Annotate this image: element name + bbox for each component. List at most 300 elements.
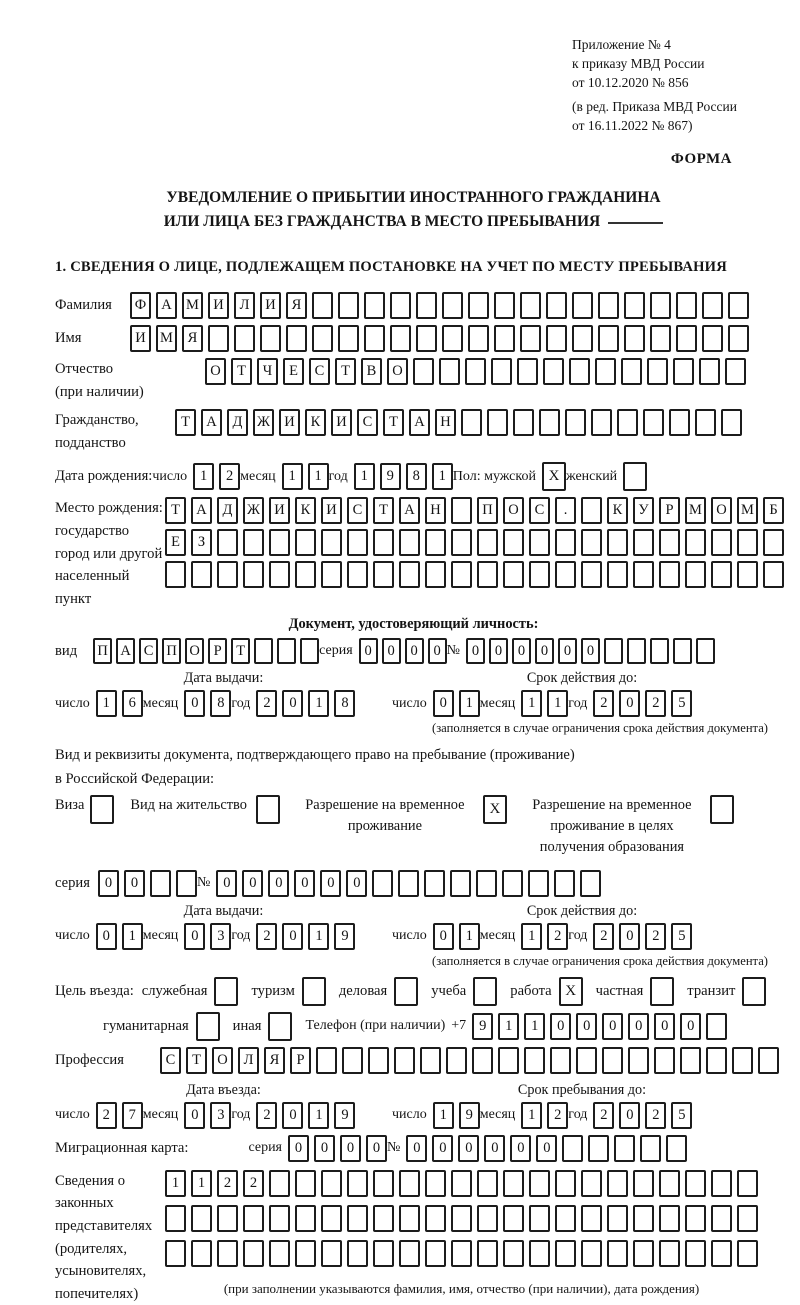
char-box[interactable]: 9 [459,1102,480,1129]
char-box[interactable] [555,529,576,556]
char-box[interactable] [176,870,197,897]
char-box[interactable]: 1 [521,690,542,717]
char-box[interactable] [607,1205,628,1232]
char-box[interactable] [520,325,541,352]
char-box[interactable] [465,358,486,385]
char-box[interactable] [732,1047,753,1074]
char-box[interactable] [321,1240,342,1267]
char-box[interactable] [503,1205,524,1232]
char-box[interactable] [491,358,512,385]
char-box[interactable] [633,1205,654,1232]
char-box[interactable] [588,1135,609,1162]
char-box[interactable] [373,1240,394,1267]
char-box[interactable]: 0 [512,638,531,664]
char-box[interactable]: Р [659,497,680,524]
char-box[interactable] [295,1205,316,1232]
char-box[interactable] [477,1240,498,1267]
char-box[interactable] [269,529,290,556]
char-box[interactable] [546,325,567,352]
char-box[interactable] [695,409,716,436]
char-box[interactable]: 2 [256,690,277,717]
char-box[interactable]: И [321,497,342,524]
char-box[interactable] [494,325,515,352]
char-box[interactable]: 9 [334,1102,355,1129]
char-box[interactable]: 0 [359,638,378,664]
char-box[interactable] [555,561,576,588]
char-box[interactable]: 0 [340,1135,361,1162]
char-box[interactable] [643,409,664,436]
char-box[interactable] [347,561,368,588]
char-box[interactable]: 0 [382,638,401,664]
char-box[interactable] [390,292,411,319]
char-box[interactable]: 1 [308,1102,329,1129]
char-box[interactable]: 0 [680,1013,701,1040]
char-box[interactable]: 1 [498,1013,519,1040]
char-box[interactable]: 2 [547,923,568,950]
char-box[interactable] [650,325,671,352]
char-box[interactable] [524,1047,545,1074]
char-box[interactable] [191,1205,212,1232]
char-box[interactable]: 3 [210,923,231,950]
char-box[interactable] [503,529,524,556]
char-box[interactable] [243,561,264,588]
char-box[interactable] [725,358,746,385]
char-box[interactable] [607,561,628,588]
char-box[interactable]: А [116,638,135,664]
char-box[interactable]: С [357,409,378,436]
char-box[interactable] [640,1135,661,1162]
char-box[interactable] [439,358,460,385]
char-box[interactable]: А [201,409,222,436]
char-box[interactable]: 0 [628,1013,649,1040]
char-box[interactable] [468,292,489,319]
char-box[interactable] [442,292,463,319]
char-box[interactable] [312,292,333,319]
char-box[interactable]: Я [264,1047,285,1074]
char-box[interactable] [372,870,393,897]
char-box[interactable] [569,358,590,385]
char-box[interactable]: А [156,292,177,319]
char-box[interactable]: 0 [366,1135,387,1162]
char-box[interactable]: 1 [524,1013,545,1040]
char-box[interactable]: 0 [576,1013,597,1040]
char-box[interactable] [621,358,642,385]
char-box[interactable] [321,561,342,588]
char-box[interactable] [425,1240,446,1267]
char-box[interactable] [165,1240,186,1267]
char-box[interactable] [347,1240,368,1267]
char-box[interactable] [165,1205,186,1232]
char-box[interactable]: 1 [459,690,480,717]
char-box[interactable]: 0 [458,1135,479,1162]
char-box[interactable] [364,325,385,352]
char-box[interactable]: 0 [288,1135,309,1162]
char-box[interactable] [633,529,654,556]
char-box[interactable]: 0 [654,1013,675,1040]
char-box[interactable]: Ф [130,292,151,319]
char-box[interactable]: 0 [346,870,367,897]
char-box[interactable]: 2 [256,1102,277,1129]
char-box[interactable] [295,1240,316,1267]
char-box[interactable]: М [182,292,203,319]
char-box[interactable] [673,638,692,664]
char-box[interactable]: 0 [124,870,145,897]
char-box[interactable] [529,1240,550,1267]
char-box[interactable]: 7 [122,1102,143,1129]
char-box[interactable] [565,409,586,436]
char-box[interactable] [529,529,550,556]
char-box[interactable] [451,1170,472,1197]
char-box[interactable]: Я [286,292,307,319]
char-box[interactable] [581,497,602,524]
char-box[interactable] [416,292,437,319]
char-box[interactable]: 3 [210,1102,231,1129]
char-box[interactable] [598,325,619,352]
char-box[interactable] [420,1047,441,1074]
char-box[interactable] [373,561,394,588]
char-box[interactable] [503,1170,524,1197]
char-box[interactable] [196,1012,220,1041]
char-box[interactable]: 1 [282,463,303,490]
char-box[interactable] [650,638,669,664]
char-box[interactable] [312,325,333,352]
char-box[interactable] [581,561,602,588]
char-box[interactable]: 0 [510,1135,531,1162]
char-box[interactable] [650,977,674,1006]
char-box[interactable] [503,561,524,588]
char-box[interactable] [243,1205,264,1232]
char-box[interactable] [576,1047,597,1074]
char-box[interactable]: 0 [433,690,454,717]
char-box[interactable] [347,1170,368,1197]
char-box[interactable]: 0 [294,870,315,897]
char-box[interactable]: 6 [122,690,143,717]
char-box[interactable]: М [685,497,706,524]
char-box[interactable]: 0 [242,870,263,897]
char-box[interactable] [758,1047,779,1074]
char-box[interactable] [685,1240,706,1267]
char-box[interactable] [711,1205,732,1232]
char-box[interactable] [425,561,446,588]
char-box[interactable]: 0 [619,690,640,717]
char-box[interactable]: 0 [535,638,554,664]
char-box[interactable] [347,1205,368,1232]
char-box[interactable] [742,977,766,1006]
char-box[interactable]: 0 [184,923,205,950]
char-box[interactable] [494,292,515,319]
char-box[interactable] [633,561,654,588]
char-box[interactable]: С [529,497,550,524]
char-box[interactable] [763,529,784,556]
char-box[interactable]: С [139,638,158,664]
char-box[interactable] [581,529,602,556]
char-box[interactable] [685,1170,706,1197]
char-box[interactable] [602,1047,623,1074]
char-box[interactable]: 0 [602,1013,623,1040]
char-box[interactable]: 1 [191,1170,212,1197]
char-box[interactable]: У [633,497,654,524]
char-box[interactable]: Я [182,325,203,352]
char-box[interactable] [442,325,463,352]
char-box[interactable]: 5 [671,1102,692,1129]
char-box[interactable]: Т [383,409,404,436]
char-box[interactable] [562,1135,583,1162]
char-box[interactable]: О [503,497,524,524]
char-box[interactable]: Д [227,409,248,436]
char-box[interactable] [451,497,472,524]
char-box[interactable]: К [305,409,326,436]
char-box[interactable] [214,977,238,1006]
char-box[interactable] [737,1205,758,1232]
char-box[interactable] [413,358,434,385]
char-box[interactable]: 0 [282,923,303,950]
char-box[interactable] [398,870,419,897]
char-box[interactable] [555,1240,576,1267]
char-box[interactable]: 0 [282,690,303,717]
char-box[interactable] [763,561,784,588]
char-box[interactable]: В [361,358,382,385]
char-box[interactable] [711,1240,732,1267]
char-box[interactable]: О [711,497,732,524]
char-box[interactable]: 2 [219,463,240,490]
char-box[interactable] [90,795,114,824]
char-box[interactable] [321,1205,342,1232]
char-box[interactable]: 2 [96,1102,117,1129]
char-box[interactable] [503,1240,524,1267]
char-box[interactable]: 0 [320,870,341,897]
char-box[interactable] [737,1170,758,1197]
char-box[interactable] [399,1170,420,1197]
char-box[interactable] [572,325,593,352]
char-box[interactable] [598,292,619,319]
char-box[interactable] [302,977,326,1006]
char-box[interactable] [477,561,498,588]
char-box[interactable] [399,1205,420,1232]
char-box[interactable] [659,529,680,556]
char-box[interactable] [217,1205,238,1232]
char-box[interactable]: П [93,638,112,664]
char-box[interactable] [555,1170,576,1197]
char-box[interactable]: . [555,497,576,524]
char-box[interactable] [666,1135,687,1162]
char-box[interactable]: 8 [334,690,355,717]
char-box[interactable]: И [279,409,300,436]
char-box[interactable]: 2 [593,923,614,950]
char-box[interactable] [234,325,255,352]
char-box[interactable]: С [309,358,330,385]
char-box[interactable]: Л [238,1047,259,1074]
char-box[interactable] [451,561,472,588]
char-box[interactable]: М [156,325,177,352]
char-box[interactable] [737,561,758,588]
char-box[interactable]: Е [165,529,186,556]
char-box[interactable] [191,561,212,588]
char-box[interactable] [528,870,549,897]
char-box[interactable] [699,358,720,385]
char-box[interactable] [295,1170,316,1197]
char-box[interactable] [217,529,238,556]
char-box[interactable]: Т [165,497,186,524]
char-box[interactable]: 1 [521,1102,542,1129]
char-box[interactable] [513,409,534,436]
char-box[interactable] [468,325,489,352]
char-box[interactable]: 2 [217,1170,238,1197]
char-box[interactable] [394,1047,415,1074]
char-box[interactable] [710,795,734,824]
char-box[interactable] [647,358,668,385]
char-box[interactable] [243,529,264,556]
char-box[interactable] [373,1205,394,1232]
char-box[interactable] [633,1170,654,1197]
char-box[interactable] [446,1047,467,1074]
char-box[interactable]: 2 [256,923,277,950]
char-box[interactable]: 1 [432,463,453,490]
char-box[interactable]: 1 [96,690,117,717]
char-box[interactable]: Т [175,409,196,436]
char-box[interactable] [659,1240,680,1267]
char-box[interactable]: 0 [405,638,424,664]
char-box[interactable] [243,1240,264,1267]
char-box[interactable]: 1 [459,923,480,950]
char-box[interactable]: 0 [550,1013,571,1040]
char-box[interactable]: Т [335,358,356,385]
char-box[interactable] [473,977,497,1006]
char-box[interactable]: О [205,358,226,385]
char-box[interactable] [399,561,420,588]
char-box[interactable] [680,1047,701,1074]
char-box[interactable]: 0 [433,923,454,950]
char-box[interactable] [702,292,723,319]
char-box[interactable] [539,409,560,436]
char-box[interactable] [555,1205,576,1232]
char-box[interactable] [607,529,628,556]
char-box[interactable]: Н [425,497,446,524]
char-box[interactable] [390,325,411,352]
char-box[interactable] [581,1240,602,1267]
char-box[interactable]: А [399,497,420,524]
char-box[interactable] [517,358,538,385]
char-box[interactable] [706,1047,727,1074]
char-box[interactable] [529,1205,550,1232]
char-box[interactable] [277,638,296,664]
char-box[interactable]: Ч [257,358,278,385]
char-box[interactable] [702,325,723,352]
char-box[interactable]: 0 [466,638,485,664]
char-box[interactable] [685,1205,706,1232]
char-box[interactable] [595,358,616,385]
char-box[interactable] [368,1047,389,1074]
char-box[interactable] [543,358,564,385]
char-box[interactable] [711,1170,732,1197]
char-box[interactable] [472,1047,493,1074]
char-box[interactable] [269,561,290,588]
char-box[interactable]: 0 [184,690,205,717]
char-box[interactable] [321,529,342,556]
char-box[interactable] [477,529,498,556]
char-box[interactable] [572,292,593,319]
char-box[interactable] [659,1170,680,1197]
char-box[interactable]: 0 [581,638,600,664]
char-box[interactable] [268,1012,292,1041]
char-box[interactable] [669,409,690,436]
char-box[interactable] [628,1047,649,1074]
char-box[interactable]: 1 [308,923,329,950]
char-box[interactable]: 1 [308,463,329,490]
char-box[interactable] [624,325,645,352]
char-box[interactable] [217,1240,238,1267]
char-box[interactable]: 0 [619,923,640,950]
char-box[interactable]: К [607,497,628,524]
char-box[interactable]: О [387,358,408,385]
char-box[interactable] [373,529,394,556]
char-box[interactable]: 0 [536,1135,557,1162]
char-box[interactable]: А [191,497,212,524]
char-box[interactable]: 2 [645,690,666,717]
char-box[interactable]: 2 [593,1102,614,1129]
char-box[interactable] [269,1240,290,1267]
char-box[interactable]: С [347,497,368,524]
char-box[interactable] [633,1240,654,1267]
char-box[interactable] [477,1205,498,1232]
char-box[interactable]: 2 [645,923,666,950]
char-box[interactable]: 2 [243,1170,264,1197]
char-box[interactable] [451,1240,472,1267]
char-box[interactable]: 2 [645,1102,666,1129]
char-box[interactable]: Т [231,638,250,664]
char-box[interactable] [502,870,523,897]
char-box[interactable] [737,529,758,556]
char-box[interactable]: 0 [619,1102,640,1129]
char-box[interactable]: 1 [165,1170,186,1197]
char-box[interactable]: Т [186,1047,207,1074]
char-box[interactable] [659,561,680,588]
char-box[interactable]: 0 [558,638,577,664]
char-box[interactable] [269,1205,290,1232]
char-box[interactable] [424,870,445,897]
char-box[interactable] [554,870,575,897]
char-box[interactable]: 2 [547,1102,568,1129]
char-box[interactable] [316,1047,337,1074]
char-box[interactable] [529,561,550,588]
char-box[interactable]: X [559,977,583,1006]
char-box[interactable]: С [160,1047,181,1074]
char-box[interactable] [617,409,638,436]
char-box[interactable]: М [737,497,758,524]
char-box[interactable]: 1 [193,463,214,490]
char-box[interactable]: 0 [484,1135,505,1162]
char-box[interactable] [394,977,418,1006]
char-box[interactable]: 1 [308,690,329,717]
char-box[interactable] [150,870,171,897]
char-box[interactable]: 0 [489,638,508,664]
char-box[interactable] [256,795,280,824]
char-box[interactable] [676,292,697,319]
char-box[interactable]: 0 [98,870,119,897]
char-box[interactable] [208,325,229,352]
char-box[interactable] [217,561,238,588]
char-box[interactable] [580,870,601,897]
char-box[interactable]: 0 [96,923,117,950]
char-box[interactable] [546,292,567,319]
char-box[interactable]: И [260,292,281,319]
char-box[interactable] [614,1135,635,1162]
char-box[interactable] [300,638,319,664]
char-box[interactable]: X [483,795,507,824]
char-box[interactable] [399,1240,420,1267]
char-box[interactable] [295,561,316,588]
char-box[interactable]: 0 [282,1102,303,1129]
char-box[interactable]: 5 [671,690,692,717]
